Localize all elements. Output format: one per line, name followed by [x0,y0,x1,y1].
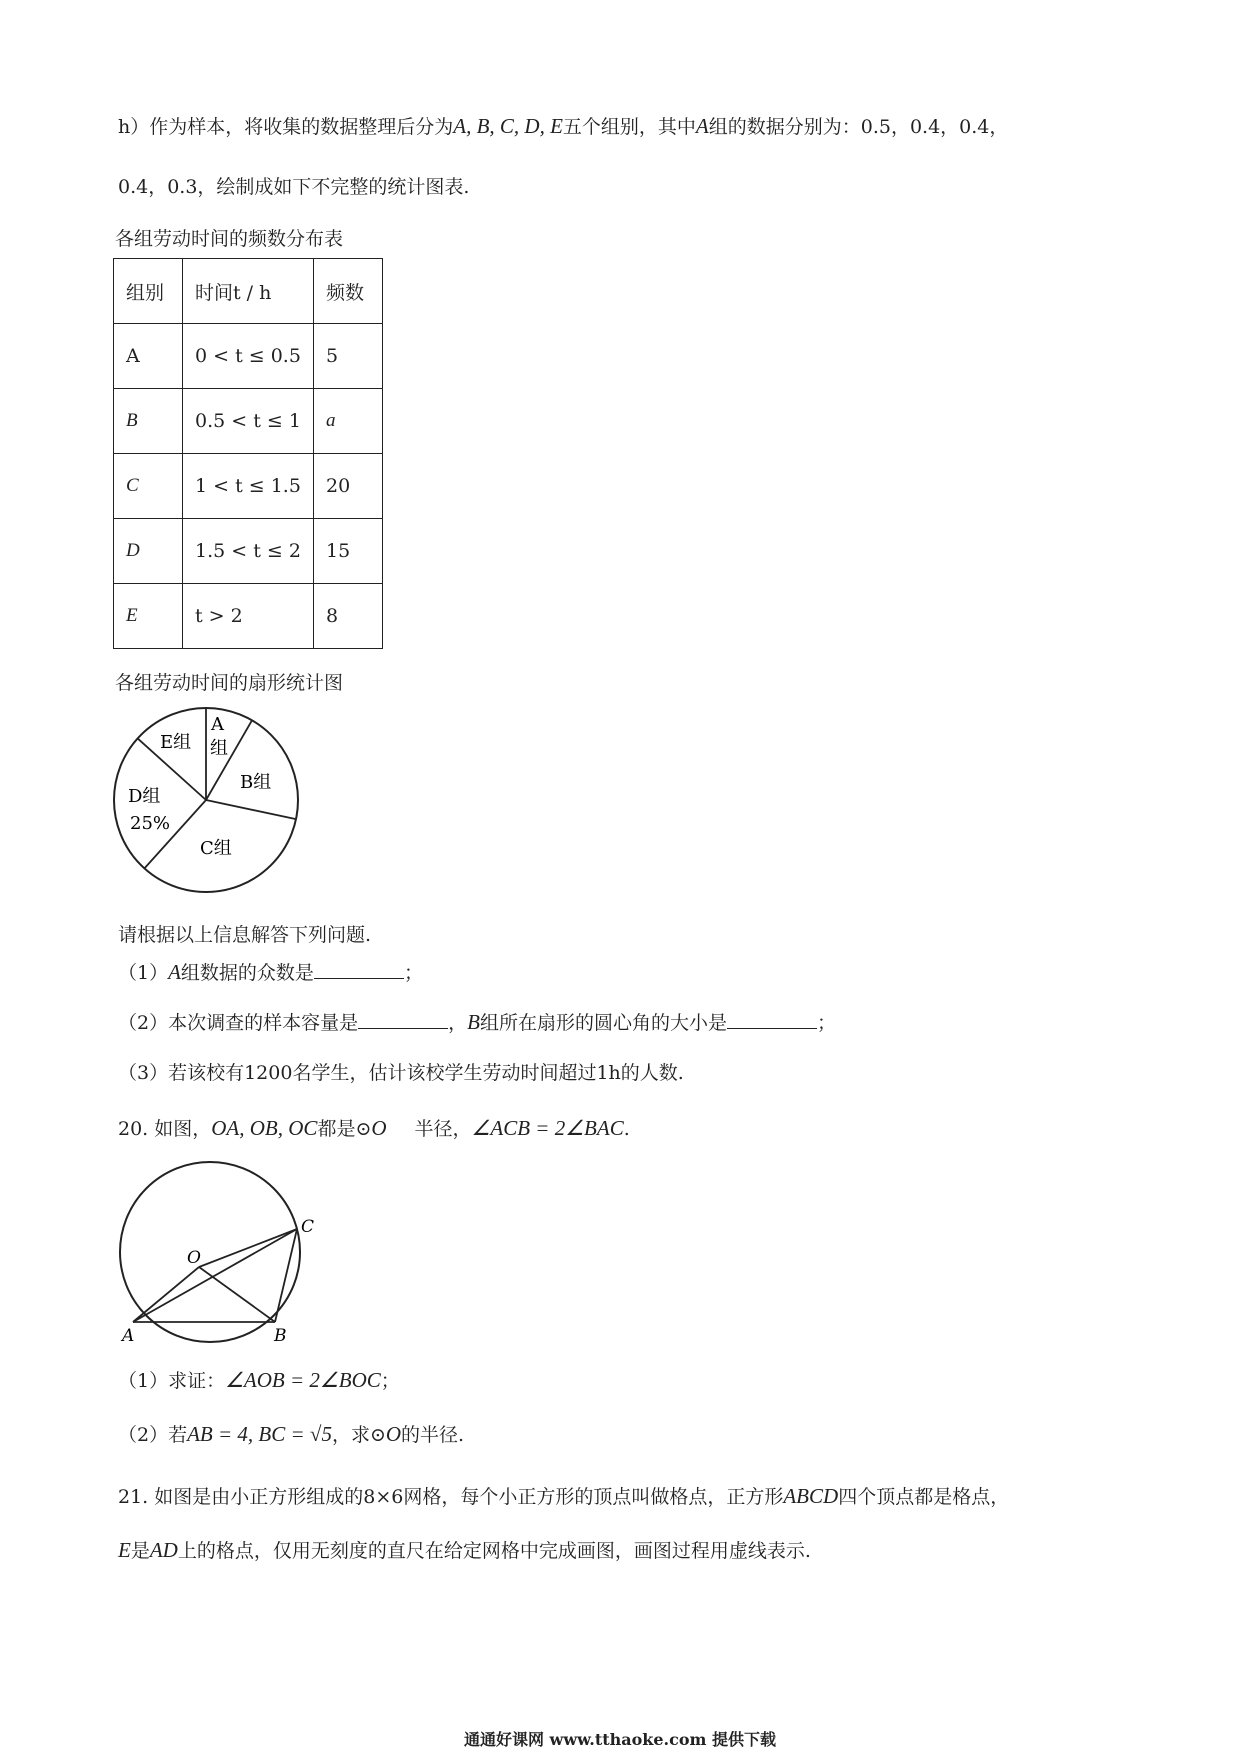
segment-ac [133,1229,297,1322]
point-label-a: A [122,1326,135,1346]
pie-slice-boundary-D组 [144,800,206,868]
q-text: ，求⊙ [331,1424,386,1446]
q19-part-2 [118,1008,836,1035]
point-e: E [118,1538,131,1562]
q-text: ， [448,1012,468,1034]
q-text: 21. 如图是由小正方形组成的8×6网格，每个小正方形的顶点叫做格点，正方形 [118,1486,784,1508]
length-expr: AB = 4, BC = √5 [187,1422,332,1446]
intro-text: 组的数据分别为：0.5，0.4，0.4， [708,116,1009,138]
q-text: ； [380,1370,400,1392]
cell-group: B [114,389,183,454]
point-label-c: C [301,1217,315,1237]
segment-ad: AD [149,1538,178,1562]
cell-group: A [114,324,183,389]
q-text: 都是⊙ [317,1118,372,1140]
q21-line-1 [118,1482,1009,1509]
q-text: （2）本次调查的样本容量是 [118,1012,359,1034]
q-text: 组所在扇形的圆心角的大小是 [479,1012,727,1034]
q21-line-2 [118,1536,811,1563]
slice-label-e: E组 [160,732,192,753]
frequency-table [113,258,383,649]
cell-group: C [114,454,183,519]
header-time: 时间t / h [183,259,314,324]
circle-figure [100,1150,330,1350]
q19-prompt: 请根据以上信息解答下列问题. [118,924,372,946]
point-label-b: B [274,1326,287,1346]
cell-group: E [114,584,183,649]
q-text: 上的格点，仅用无刻度的直尺在给定网格中完成画图，画图过程用虚线表示. [177,1540,811,1562]
cell-freq: 20 [314,454,383,519]
header-freq: 频数 [314,259,383,324]
cell-range: 1 < t ≤ 1.5 [183,454,314,519]
answer-blank[interactable] [727,1008,817,1029]
q20-statement [118,1114,630,1141]
slice-label-d: D组 [128,786,161,807]
q-text: ； [403,962,423,984]
segment-oc [199,1229,297,1267]
slice-label-b: B组 [240,772,272,793]
cell-range: t > 2 [183,584,314,649]
cell-range: 0 < t ≤ 0.5 [183,324,314,389]
pie-chart [110,700,310,900]
answer-blank[interactable] [358,1008,448,1029]
q-text: 半径， [414,1118,472,1140]
table-header-row [114,259,383,324]
intro-text: 五个组别，其中 [562,116,696,138]
group-a-letter: A [695,114,709,138]
page-footer: 通通好课网 www.tthaoke.com 提供下载 [463,1730,777,1749]
q-text: 组数据的众数是 [180,962,314,984]
slice-label-d-pct: 25% [130,813,171,834]
circle-o: O [371,1116,387,1140]
q-text: 是 [130,1540,150,1562]
angle-condition: ∠ACB = 2∠BAC [471,1116,624,1140]
table-caption: 各组劳动时间的频数分布表 [115,228,344,250]
radii-expr: OA, OB, OC [211,1116,318,1140]
segment-ob [199,1267,275,1322]
table-row [114,324,383,389]
segment-oa [133,1267,199,1322]
cell-group: D [114,519,183,584]
cell-range: 0.5 < t ≤ 1 [183,389,314,454]
cell-range: 1.5 < t ≤ 2 [183,519,314,584]
q-text: . [623,1118,630,1140]
q20-part-2 [118,1420,464,1447]
cell-freq: 15 [314,519,383,584]
segment-bc [275,1229,297,1322]
angle-expr: ∠AOB = 2∠BOC [225,1368,381,1392]
slice-label-a2: 组 [210,738,228,759]
answer-blank[interactable] [314,958,404,979]
cell-freq: 5 [314,324,383,389]
table-row [114,454,383,519]
q-text: （2）若 [118,1424,188,1446]
q-text: 20. 如图， [118,1118,212,1140]
table-row [114,584,383,649]
point-label-o: O [187,1248,201,1268]
q19-part-1 [118,958,423,985]
circle-o: O [385,1422,402,1446]
slice-label-c: C组 [200,838,232,859]
q19-part-3: （3）若该校有1200名学生，估计该校学生劳动时间超过1h的人数. [118,1062,684,1084]
intro-text: h）作为样本，将收集的数据整理后分为 [118,116,454,138]
header-group: 组别 [114,259,183,324]
slice-label-a: A [211,714,224,735]
cell-freq: a [314,389,383,454]
intro-line-1 [118,112,1008,139]
q-text: 四个顶点都是格点， [838,1486,1010,1508]
group-a-letter: A [168,960,181,984]
pie-caption: 各组劳动时间的扇形统计图 [115,672,344,694]
q-text: （1） [118,962,169,984]
q-text: ； [816,1012,836,1034]
table-row [114,519,383,584]
group-letters: A, B, C, D, E [453,114,563,138]
square-abcd: ABCD [783,1484,839,1508]
table-row [114,389,383,454]
q-text: （1）求证： [118,1370,226,1392]
cell-freq: 8 [314,584,383,649]
pie-slice-boundary-C组 [206,800,296,819]
intro-line-2: 0.4，0.3，绘制成如下不完整的统计图表. [118,176,470,198]
q20-part-1 [118,1366,400,1393]
q-text: 的半径. [401,1424,465,1446]
group-b-letter: B [467,1010,480,1034]
